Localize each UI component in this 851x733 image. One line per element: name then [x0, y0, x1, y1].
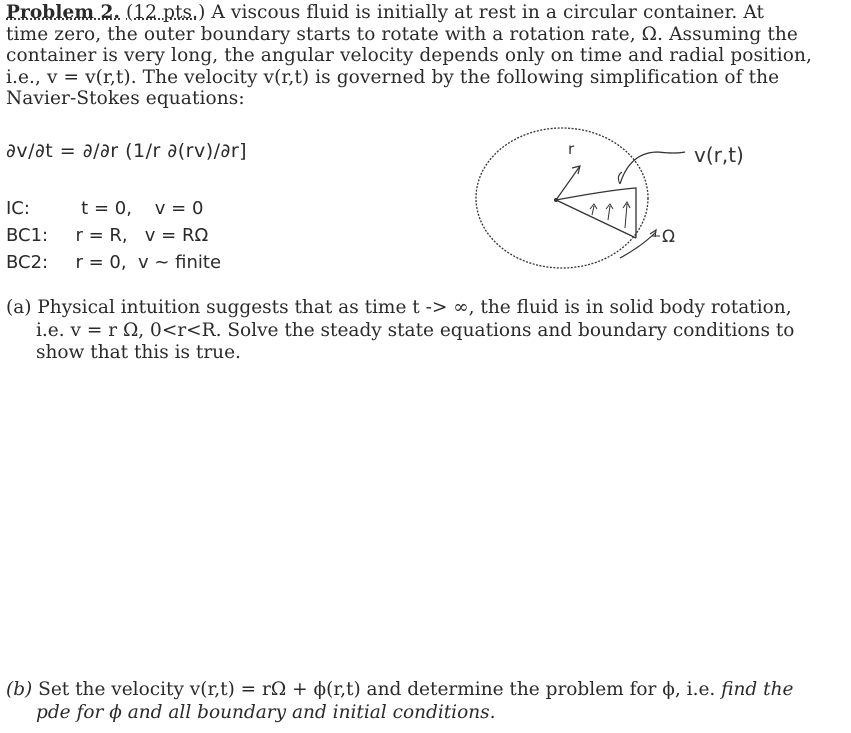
profile-arrow [592, 206, 594, 215]
intro-text-1: A viscous fluid is initially at rest in a circular container. At [211, 2, 764, 23]
part-b [6, 679, 826, 724]
part-b-line-1 [6, 679, 826, 702]
part-b-text: Set the velocity v(r,t) = rΩ + ϕ(r,t) and determine the problem for ϕ, i.e. [32, 679, 716, 700]
condition-text: t = 0, v = 0 [64, 198, 204, 219]
condition-bc1 [6, 225, 221, 252]
velocity-profile-curve [556, 188, 636, 238]
diagram-label-r: r [568, 140, 575, 158]
diagram-label-omega: Ω [662, 227, 675, 247]
rotating-container-diagram [470, 116, 790, 276]
radius-arrow [556, 166, 580, 200]
condition-label: BC1: [6, 225, 49, 246]
condition-label: BC2: [6, 252, 49, 273]
intro-line-4: i.e., v = v(r,t). The velocity v(r,t) is governed by the following simplification of the [6, 66, 780, 88]
profile-arrow [625, 204, 627, 228]
container-circle [476, 128, 648, 268]
intro-line-1 [6, 2, 846, 24]
governing-equation: ∂v/∂t = ∂/∂r (1/r ∂(rv)/∂r] [6, 140, 248, 162]
condition-label: IC: [6, 198, 30, 219]
profile-arrow [608, 206, 610, 220]
part-b-italic-text: find the [715, 679, 794, 700]
condition-ic [6, 198, 221, 225]
condition-text: r = 0, v ~ finite [64, 252, 222, 273]
part-b-prefix: (b) [6, 679, 33, 700]
condition-bc2 [6, 252, 221, 279]
problem-points: (12 pts.) [126, 2, 206, 23]
part-a-line-1: (a) Physical intuition suggests that as time t -> ∞, the fluid is in solid body rotation, [6, 297, 792, 318]
intro-line-5: Navier-Stokes equations: [6, 88, 245, 110]
velocity-pointer [620, 152, 685, 184]
intro-line-3: container is very long, the angular velocity depends only on time and radial position, [6, 45, 812, 67]
problem-title: Problem 2. [6, 2, 121, 23]
part-b-line-2: pde for ϕ and all boundary and initial conditions. [36, 701, 496, 723]
intro-line-2: time zero, the outer boundary starts to rotate with a rotation rate, Ω. Assuming the [6, 23, 798, 45]
part-a-line-2: i.e. v = r Ω, 0<r<R. Solve the steady state equations and boundary conditions to [36, 319, 795, 341]
part-a-line-3: show that this is true. [36, 342, 241, 363]
condition-text: r = R, v = RΩ [64, 225, 209, 246]
part-a [6, 297, 826, 365]
problem-statement [6, 2, 846, 110]
diagram-label-velocity: v(r,t) [694, 143, 744, 167]
conditions-list [6, 198, 221, 279]
